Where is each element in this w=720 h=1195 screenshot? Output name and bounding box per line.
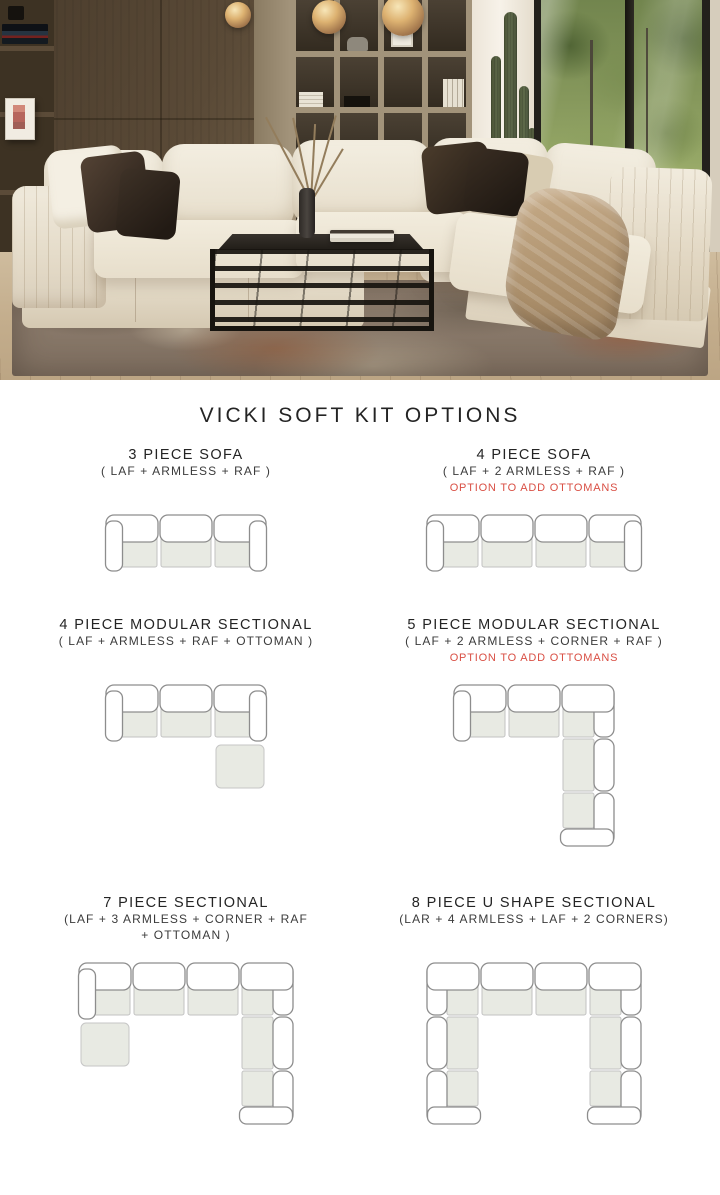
kit-header (64, 894, 308, 946)
kit-3-piece-sofa (16, 446, 356, 582)
vase-branches (252, 102, 372, 202)
kit-7-piece-sectional (16, 894, 356, 1138)
kit-subtitle: ( LAF + ARMLESS + RAF + OTTOMAN ) (58, 634, 314, 649)
kit-title: 8 PIECE U SHAPE SECTIONAL (411, 895, 657, 911)
stacked-books (330, 230, 394, 242)
kit-subtitle: ( LAF + ARMLESS + RAF ) (100, 464, 271, 479)
branch (310, 148, 344, 202)
hero-photo (0, 0, 720, 380)
kit-subtitle: ( LAF + 2 ARMLESS + RAF ) (442, 464, 626, 479)
kit-subtitle: (LAF + 3 ARMLESS + CORNER + RAF (64, 912, 308, 927)
page-title: VICKI SOFT KIT OPTIONS (199, 404, 521, 427)
accent-pillow (115, 168, 181, 241)
kit-5-piece-modular-sectional (364, 616, 704, 860)
kit-header (59, 616, 313, 668)
kit-title: 5 PIECE MODULAR SECTIONAL (407, 617, 661, 633)
table-slats (210, 249, 434, 331)
kit-options-grid (0, 428, 720, 1168)
kit-diagram (70, 954, 302, 1138)
kit-subtitle-line2: + OTTOMAN ) (141, 927, 231, 942)
kit-diagram (445, 676, 623, 860)
vase (299, 188, 315, 238)
kit-4-piece-modular-sectional (16, 616, 356, 806)
kit-4-piece-sofa (364, 446, 704, 582)
kit-title: 4 PIECE MODULAR SECTIONAL (59, 617, 313, 633)
kit-diagram (418, 954, 650, 1138)
kit-title: 3 PIECE SOFA (128, 447, 244, 463)
kit-title: 7 PIECE SECTIONAL (103, 895, 269, 911)
kit-ottoman-note: OPTION TO ADD OTTOMANS (449, 651, 619, 664)
kit-diagram (418, 506, 650, 582)
kit-ottoman-note: OPTION TO ADD OTTOMANS (449, 481, 619, 494)
kit-header (443, 446, 625, 498)
coffee-table (210, 234, 434, 332)
kit-title: 4 PIECE SOFA (476, 447, 592, 463)
kit-header (399, 894, 669, 946)
kit-header (405, 616, 663, 668)
kit-header (101, 446, 271, 498)
kit-diagram (97, 506, 275, 582)
kit-8-piece-u-shape-sectional (364, 894, 704, 1138)
kit-subtitle: (LAR + 4 ARMLESS + LAF + 2 CORNERS) (399, 912, 669, 927)
kit-diagram (97, 676, 275, 806)
kit-subtitle: ( LAF + 2 ARMLESS + CORNER + RAF ) (405, 634, 663, 649)
